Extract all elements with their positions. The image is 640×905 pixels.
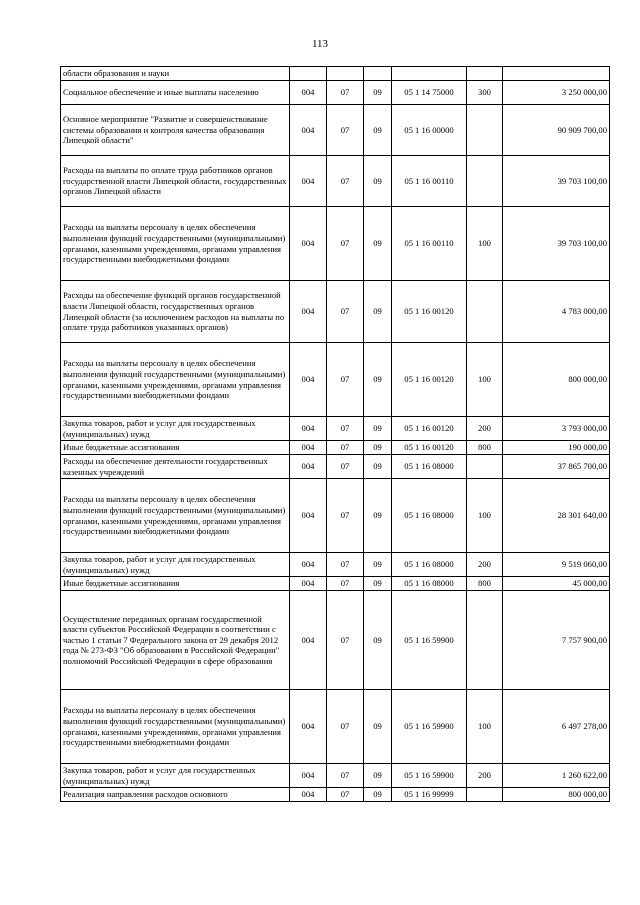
row-name-cell: Закупка товаров, работ и услуг для государственных (муниципальных) нужд — [61, 553, 290, 577]
amount-cell — [503, 67, 610, 81]
ministry-code-cell: 004 — [290, 690, 327, 764]
expense-type-cell — [467, 105, 503, 156]
row-name-cell: Закупка товаров, работ и услуг для государственных (муниципальных) нужд — [61, 764, 290, 788]
section-code-cell: 07 — [327, 156, 364, 207]
section-code-cell: 07 — [327, 441, 364, 455]
section-code-cell: 07 — [327, 81, 364, 105]
ministry-code-cell: 004 — [290, 553, 327, 577]
amount-cell: 45 000,00 — [503, 577, 610, 591]
target-article-cell: 05 1 16 59900 — [392, 764, 467, 788]
table-row — [61, 690, 610, 764]
subsection-code-cell: 09 — [364, 343, 392, 417]
section-code-cell: 07 — [327, 577, 364, 591]
row-name-cell: Расходы на обеспечение деятельности государственных казенных учреждений — [61, 455, 290, 479]
target-article-cell: 05 1 16 00110 — [392, 207, 467, 281]
table-row — [61, 441, 610, 455]
row-name-cell: Иные бюджетные ассигнования — [61, 441, 290, 455]
row-name-cell: Расходы на выплаты персоналу в целях обеспечения выполнения функций государственными (муниципальными) органами, казенными учреждениями, органами управления государственными внебюджетными фондами — [61, 690, 290, 764]
subsection-code-cell: 09 — [364, 591, 392, 690]
ministry-code-cell: 004 — [290, 417, 327, 441]
table-row — [61, 788, 610, 802]
amount-cell: 3 793 000,00 — [503, 417, 610, 441]
amount-cell: 37 865 700,00 — [503, 455, 610, 479]
expense-type-cell — [467, 281, 503, 343]
subsection-code-cell: 09 — [364, 577, 392, 591]
ministry-code-cell: 004 — [290, 479, 327, 553]
section-code-cell: 07 — [327, 591, 364, 690]
table-row — [61, 417, 610, 441]
budget-table-body — [61, 67, 610, 802]
target-article-cell: 05 1 16 59900 — [392, 591, 467, 690]
amount-cell: 800 000,00 — [503, 788, 610, 802]
ministry-code-cell — [290, 67, 327, 81]
ministry-code-cell: 004 — [290, 105, 327, 156]
table-row — [61, 577, 610, 591]
row-name-cell: Расходы на выплаты персоналу в целях обеспечения выполнения функций государственными (муниципальными) органами, казенными учреждениями, органами управления государственными внебюджетными фондами — [61, 479, 290, 553]
expense-type-cell: 200 — [467, 553, 503, 577]
expense-type-cell: 100 — [467, 343, 503, 417]
row-name-cell: области образования и науки — [61, 67, 290, 81]
table-row — [61, 591, 610, 690]
ministry-code-cell: 004 — [290, 207, 327, 281]
amount-cell: 190 000,00 — [503, 441, 610, 455]
ministry-code-cell: 004 — [290, 764, 327, 788]
expense-type-cell: 100 — [467, 690, 503, 764]
section-code-cell: 07 — [327, 207, 364, 281]
table-row — [61, 455, 610, 479]
subsection-code-cell: 09 — [364, 441, 392, 455]
subsection-code-cell: 09 — [364, 455, 392, 479]
section-code-cell: 07 — [327, 479, 364, 553]
page-number: 113 — [311, 38, 329, 50]
target-article-cell: 05 1 16 99999 — [392, 788, 467, 802]
amount-cell: 800 000,00 — [503, 343, 610, 417]
table-row — [61, 207, 610, 281]
ministry-code-cell: 004 — [290, 156, 327, 207]
row-name-cell: Расходы на выплаты персоналу в целях обеспечения выполнения функций государственными (муниципальными) органами, казенными учреждениями, органами управления государственными внебюджетными фондами — [61, 343, 290, 417]
section-code-cell: 07 — [327, 281, 364, 343]
subsection-code-cell: 09 — [364, 281, 392, 343]
ministry-code-cell: 004 — [290, 577, 327, 591]
amount-cell: 1 260 622,00 — [503, 764, 610, 788]
ministry-code-cell: 004 — [290, 455, 327, 479]
target-article-cell — [392, 67, 467, 81]
subsection-code-cell: 09 — [364, 417, 392, 441]
expense-type-cell: 100 — [467, 207, 503, 281]
table-row — [61, 67, 610, 81]
target-article-cell: 05 1 16 00120 — [392, 441, 467, 455]
table-row — [61, 156, 610, 207]
subsection-code-cell: 09 — [364, 207, 392, 281]
amount-cell: 6 497 278,00 — [503, 690, 610, 764]
table-row — [61, 343, 610, 417]
subsection-code-cell: 09 — [364, 479, 392, 553]
amount-cell: 3 250 000,00 — [503, 81, 610, 105]
row-name-cell: Закупка товаров, работ и услуг для государственных (муниципальных) нужд — [61, 417, 290, 441]
amount-cell: 39 703 100,00 — [503, 156, 610, 207]
amount-cell: 90 909 700,00 — [503, 105, 610, 156]
section-code-cell: 07 — [327, 455, 364, 479]
expense-type-cell: 200 — [467, 417, 503, 441]
row-name-cell: Социальное обеспечение и иные выплаты населению — [61, 81, 290, 105]
subsection-code-cell: 09 — [364, 764, 392, 788]
section-code-cell: 07 — [327, 553, 364, 577]
target-article-cell: 05 1 16 59900 — [392, 690, 467, 764]
expense-type-cell — [467, 455, 503, 479]
row-name-cell: Иные бюджетные ассигнования — [61, 577, 290, 591]
section-code-cell: 07 — [327, 764, 364, 788]
target-article-cell: 05 1 16 08000 — [392, 553, 467, 577]
row-name-cell: Расходы на выплаты персоналу в целях обеспечения выполнения функций государственными (муниципальными) органами, казенными учреждениями, органами управления государственными внебюджетными фондами — [61, 207, 290, 281]
expense-type-cell — [467, 156, 503, 207]
target-article-cell: 05 1 16 00110 — [392, 156, 467, 207]
section-code-cell: 07 — [327, 343, 364, 417]
ministry-code-cell: 004 — [290, 281, 327, 343]
expense-type-cell — [467, 67, 503, 81]
subsection-code-cell — [364, 67, 392, 81]
subsection-code-cell: 09 — [364, 553, 392, 577]
table-row — [61, 105, 610, 156]
section-code-cell: 07 — [327, 788, 364, 802]
subsection-code-cell: 09 — [364, 788, 392, 802]
subsection-code-cell: 09 — [364, 81, 392, 105]
target-article-cell: 05 1 16 00120 — [392, 343, 467, 417]
table-row — [61, 479, 610, 553]
subsection-code-cell: 09 — [364, 156, 392, 207]
ministry-code-cell: 004 — [290, 788, 327, 802]
target-article-cell: 05 1 14 75000 — [392, 81, 467, 105]
table-row — [61, 81, 610, 105]
row-name-cell: Реализация направления расходов основного — [61, 788, 290, 802]
ministry-code-cell: 004 — [290, 441, 327, 455]
expense-type-cell: 200 — [467, 764, 503, 788]
ministry-code-cell: 004 — [290, 81, 327, 105]
target-article-cell: 05 1 16 08000 — [392, 479, 467, 553]
section-code-cell: 07 — [327, 105, 364, 156]
ministry-code-cell: 004 — [290, 591, 327, 690]
section-code-cell: 07 — [327, 417, 364, 441]
target-article-cell: 05 1 16 00120 — [392, 417, 467, 441]
expense-type-cell: 800 — [467, 577, 503, 591]
amount-cell: 39 703 100,00 — [503, 207, 610, 281]
target-article-cell: 05 1 16 00120 — [392, 281, 467, 343]
target-article-cell: 05 1 16 00000 — [392, 105, 467, 156]
amount-cell: 9 519 060,00 — [503, 553, 610, 577]
row-name-cell: Расходы на обеспечение функций органов государственной власти Липецкой области, государственных органов Липецкой области (за исключением расходов на выплаты по оплате труда работников указанных органов) — [61, 281, 290, 343]
amount-cell: 4 783 000,00 — [503, 281, 610, 343]
expense-type-cell — [467, 788, 503, 802]
budget-table — [60, 66, 610, 802]
subsection-code-cell: 09 — [364, 105, 392, 156]
target-article-cell: 05 1 16 08000 — [392, 455, 467, 479]
expense-type-cell: 100 — [467, 479, 503, 553]
row-name-cell: Осуществление переданных органам государственной власти субъектов Российской Федерации в соответствии с частью 1 статьи 7 Федерального закона от 29 декабря 2012 года № 273-ФЗ "Об образовании в Российской Федерации" полномочий Российской Федерации в сфере образования — [61, 591, 290, 690]
expense-type-cell: 300 — [467, 81, 503, 105]
amount-cell: 28 301 640,00 — [503, 479, 610, 553]
table-row — [61, 281, 610, 343]
expense-type-cell — [467, 591, 503, 690]
table-row — [61, 764, 610, 788]
subsection-code-cell: 09 — [364, 690, 392, 764]
table-row — [61, 553, 610, 577]
amount-cell: 7 757 900,00 — [503, 591, 610, 690]
row-name-cell: Расходы на выплаты по оплате труда работников органов государственной власти Липецкой области, государственных органов Липецкой области — [61, 156, 290, 207]
section-code-cell: 07 — [327, 690, 364, 764]
row-name-cell: Основное мероприятие "Развитие и совершенствование системы образования и контроля качества образования Липецкой области" — [61, 105, 290, 156]
ministry-code-cell: 004 — [290, 343, 327, 417]
target-article-cell: 05 1 16 08000 — [392, 577, 467, 591]
expense-type-cell: 800 — [467, 441, 503, 455]
section-code-cell — [327, 67, 364, 81]
